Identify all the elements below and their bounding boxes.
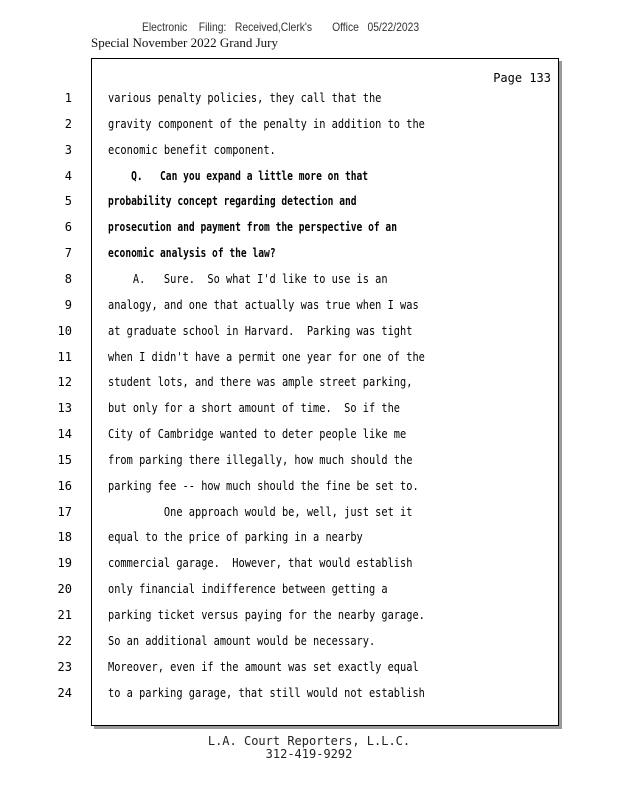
line-text: at graduate school in Harvard. Parking was tight bbox=[108, 323, 413, 338]
line-number: 1 bbox=[64, 91, 72, 105]
transcript-line bbox=[64, 271, 618, 292]
line-text: but only for a short amount of time. So if the bbox=[108, 401, 401, 416]
line-text: A. Sure. So what I'd like to use is an bbox=[108, 271, 388, 286]
line-text: various penalty policies, they call that the bbox=[108, 91, 382, 105]
line-number: 12 bbox=[57, 375, 72, 390]
line-number: 15 bbox=[57, 452, 72, 467]
line-number: 19 bbox=[57, 556, 72, 571]
line-text: commercial garage. However, that would establish bbox=[108, 556, 413, 571]
line-text: student lots, and there was ample street parking, bbox=[108, 375, 413, 390]
transcript-line bbox=[64, 246, 618, 266]
line-text: So an additional amount would be necessary. bbox=[108, 633, 376, 648]
filing-stamp: Electronic Filing: Received,Clerk's Office 05/22/2023 bbox=[142, 20, 420, 34]
transcript-line bbox=[57, 349, 618, 370]
line-number: 7 bbox=[64, 246, 72, 261]
line-text: One approach would be, well, just set it bbox=[108, 504, 413, 519]
transcript-line bbox=[57, 530, 618, 550]
line-text: prosecution and payment from the perspective of an bbox=[108, 220, 397, 235]
transcript-line bbox=[64, 116, 618, 137]
transcript-line bbox=[64, 91, 618, 111]
transcript-page bbox=[57, 58, 559, 726]
transcript-line bbox=[57, 323, 618, 344]
line-number: 22 bbox=[57, 633, 72, 648]
line-number: 9 bbox=[64, 297, 72, 312]
case-title: Special November 2022 Grand Jury bbox=[91, 35, 279, 50]
line-number: 2 bbox=[64, 116, 72, 131]
line-number: 16 bbox=[57, 478, 72, 493]
transcript-line bbox=[57, 608, 618, 628]
transcript-line bbox=[57, 556, 618, 576]
transcript-line bbox=[57, 478, 618, 499]
line-text: equal to the price of parking in a nearby bbox=[108, 530, 363, 545]
line-text: Q. Can you expand a little more on that bbox=[108, 168, 369, 183]
line-number: 10 bbox=[57, 323, 72, 338]
line-number: 18 bbox=[57, 530, 72, 545]
line-text: probability concept regarding detection and bbox=[108, 194, 357, 209]
line-text: City of Cambridge wanted to deter people like me bbox=[108, 427, 407, 442]
transcript-line bbox=[57, 659, 618, 680]
line-text: from parking there illegally, how much should the bbox=[108, 452, 413, 467]
line-number: 21 bbox=[57, 608, 72, 622]
transcript-line bbox=[64, 142, 618, 163]
transcript-line bbox=[57, 633, 618, 654]
page-number: Page 133 bbox=[493, 71, 551, 85]
line-number: 3 bbox=[64, 142, 72, 157]
reporter-name: L.A. Court Reporters, L.L.C. bbox=[207, 734, 411, 748]
line-text: to a parking garage, that still would not establish bbox=[108, 685, 425, 700]
reporter-phone: 312-419-9292 bbox=[265, 747, 353, 761]
line-number: 24 bbox=[57, 685, 72, 700]
line-text: Moreover, even if the amount was set exactly equal bbox=[108, 659, 419, 674]
transcript-line bbox=[57, 582, 618, 602]
transcript-line bbox=[57, 401, 618, 421]
transcript-line bbox=[64, 297, 618, 318]
line-text: gravity component of the penalty in addition to the bbox=[108, 116, 425, 131]
line-text: only financial indifference between getting a bbox=[108, 582, 388, 597]
transcript-line bbox=[57, 452, 618, 473]
transcript-line bbox=[64, 220, 618, 240]
transcript-line bbox=[57, 427, 618, 447]
line-number: 6 bbox=[64, 220, 72, 235]
transcript-line bbox=[64, 194, 618, 214]
line-text: economic analysis of the law? bbox=[108, 246, 276, 261]
line-number: 20 bbox=[57, 582, 72, 597]
transcript-line bbox=[57, 504, 618, 525]
line-number: 14 bbox=[57, 427, 72, 442]
line-text: when I didn't have a permit one year for one of the bbox=[108, 349, 425, 364]
line-number: 23 bbox=[57, 659, 72, 674]
line-number: 8 bbox=[64, 271, 72, 286]
line-text: analogy, and one that actually was true when I was bbox=[108, 297, 419, 312]
line-number: 5 bbox=[64, 194, 72, 209]
line-text: parking fee -- how much should the fine be set to. bbox=[108, 478, 419, 493]
line-text: economic benefit component. bbox=[108, 142, 276, 157]
transcript-line bbox=[57, 375, 618, 395]
transcript-line bbox=[57, 685, 618, 706]
line-text: parking ticket versus paying for the nearby garage. bbox=[108, 608, 425, 622]
line-number: 13 bbox=[57, 401, 72, 416]
line-number: 4 bbox=[64, 168, 72, 183]
transcript-line bbox=[64, 168, 618, 189]
line-number: 17 bbox=[57, 504, 72, 519]
line-number: 11 bbox=[57, 349, 72, 364]
